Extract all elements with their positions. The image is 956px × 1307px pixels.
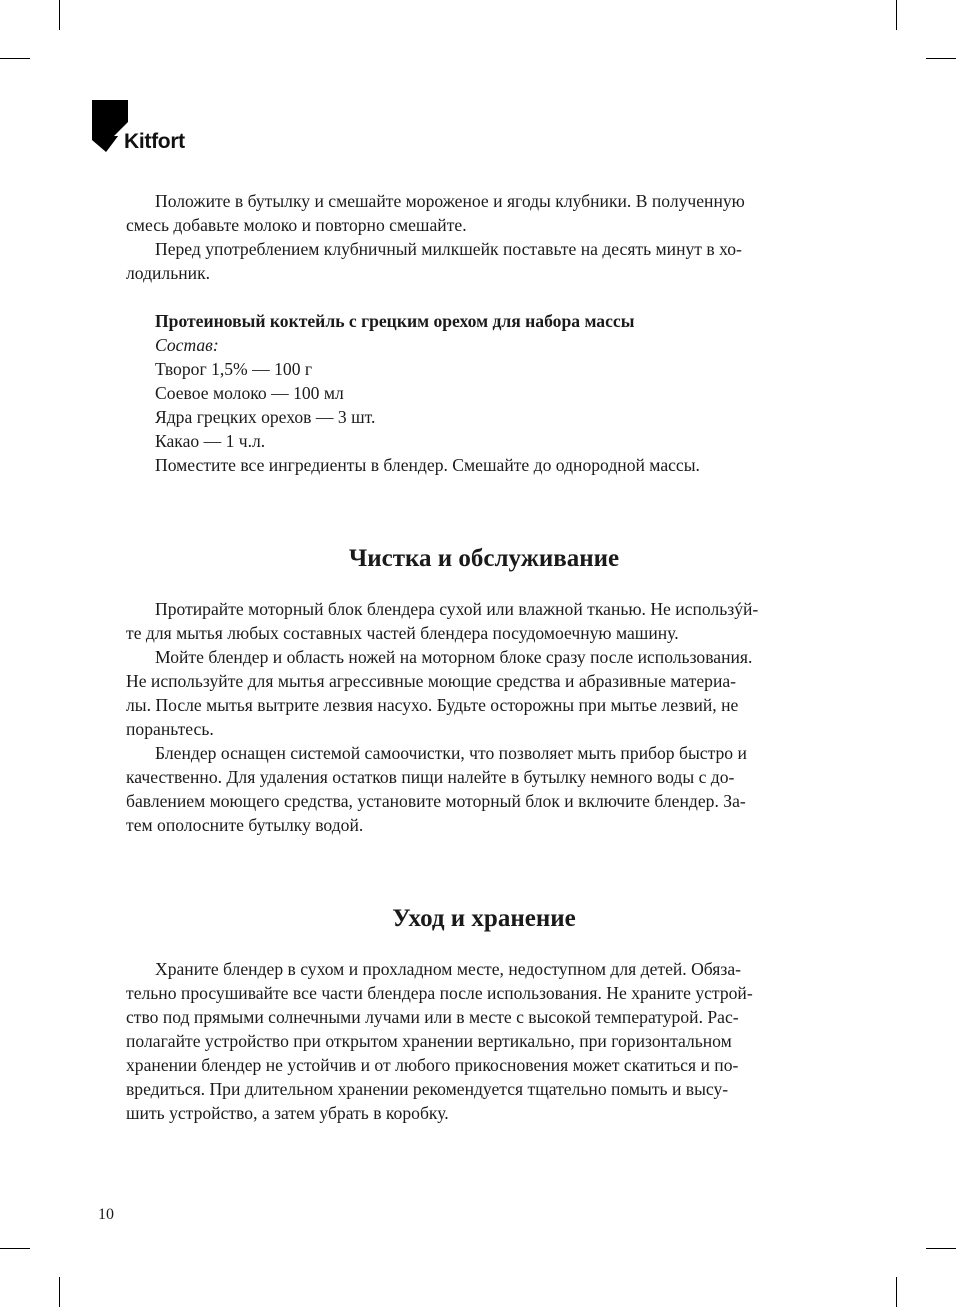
section-title-storage: Уход и хранение <box>392 905 576 932</box>
text-line: Положите в бутылку и смешайте мороженое и ягоды клубники. В полученную <box>155 191 745 211</box>
composition-label: Состав: <box>155 335 219 355</box>
cleaning-paragraphs <box>126 597 842 837</box>
text-line: Перед употреблением клубничный милкшейк поставьте на десять минут в хо- <box>155 239 742 259</box>
text-line: лы. После мытья вытрите лезвия насухо. Будьте осторожны при мытье лезвий, не <box>126 695 739 715</box>
crop-mark-bottom-right-v <box>896 1277 897 1307</box>
text-line: вредиться. При длительном хранении рекомендуется тщательно помыть и высу- <box>126 1079 729 1099</box>
text-line: шить устройство, а затем убрать в коробку. <box>126 1103 449 1123</box>
crop-mark-bottom-right-h <box>926 1248 956 1249</box>
crop-mark-top-left-h <box>0 58 30 59</box>
text-line: тем ополосните бутылку водой. <box>126 815 364 835</box>
text-line: бавлением моющего средства, установите моторный блок и включите блендер. За- <box>126 791 746 811</box>
brand-name: Kitfort <box>124 130 185 153</box>
recipe-section <box>126 309 842 477</box>
text-line: ство под прямыми солнечными лучами или в месте с высокой температурой. Рас- <box>126 1007 739 1027</box>
crop-mark-top-right-h <box>926 58 956 59</box>
text-line: те для мытья любых составных частей блендера посудомоечную машину. <box>126 623 679 643</box>
text-line: Не используйте для мытья агрессивные моющие средства и абразивные материа- <box>126 671 737 691</box>
text-line: смесь добавьте молоко и повторно смешайте. <box>126 215 467 235</box>
crop-mark-bottom-left-v <box>59 1277 60 1307</box>
recipe-instruction: Поместите все ингредиенты в блендер. Смешайте до однородной массы. <box>155 455 700 475</box>
ingredient-item: Ядра грецких орехов — 3 шт. <box>155 407 376 427</box>
text-line: полагайте устройство при открытом хранении вертикально, при горизонтальном <box>126 1031 732 1051</box>
crop-mark-top-left-v <box>59 0 60 30</box>
text-line: пораньтесь. <box>126 719 214 739</box>
ingredient-item: Какао — 1 ч.л. <box>155 431 266 451</box>
text-line: Храните блендер в сухом и прохладном месте, недоступном для детей. Обяза- <box>155 959 742 979</box>
text-line: Блендер оснащен системой самоочистки, что позволяет мыть прибор быстро и <box>155 743 747 763</box>
crop-mark-bottom-left-h <box>0 1248 30 1249</box>
ingredient-item: Творог 1,5% — 100 г <box>155 359 313 379</box>
text-line: Мойте блендер и область ножей на моторном блоке сразу после использования. <box>155 647 753 667</box>
page-number: 10 <box>98 1206 114 1223</box>
ingredient-item: Соевое молоко — 100 мл <box>155 383 344 403</box>
crop-mark-top-right-v <box>896 0 897 30</box>
text-line: хранении блендер не устойчив и от любого прикосновения может скатиться и по- <box>126 1055 739 1075</box>
text-line: тельно просушивайте все части блендера после использования. Не храните устрой- <box>126 983 753 1003</box>
text-line: Протирайте моторный блок блендера сухой или влажной тканью. Не использýй- <box>155 599 759 619</box>
recipe-title: Протеиновый коктейль с грецким орехом для набора массы <box>155 311 635 331</box>
intro-paragraphs <box>126 189 842 285</box>
storage-paragraphs <box>126 957 842 1125</box>
text-line: качественно. Для удаления остатков пищи налейте в бутылку немного воды с до- <box>126 767 735 787</box>
text-line: лодильник. <box>126 263 211 283</box>
section-title-cleaning: Чистка и обслуживание <box>348 545 620 572</box>
